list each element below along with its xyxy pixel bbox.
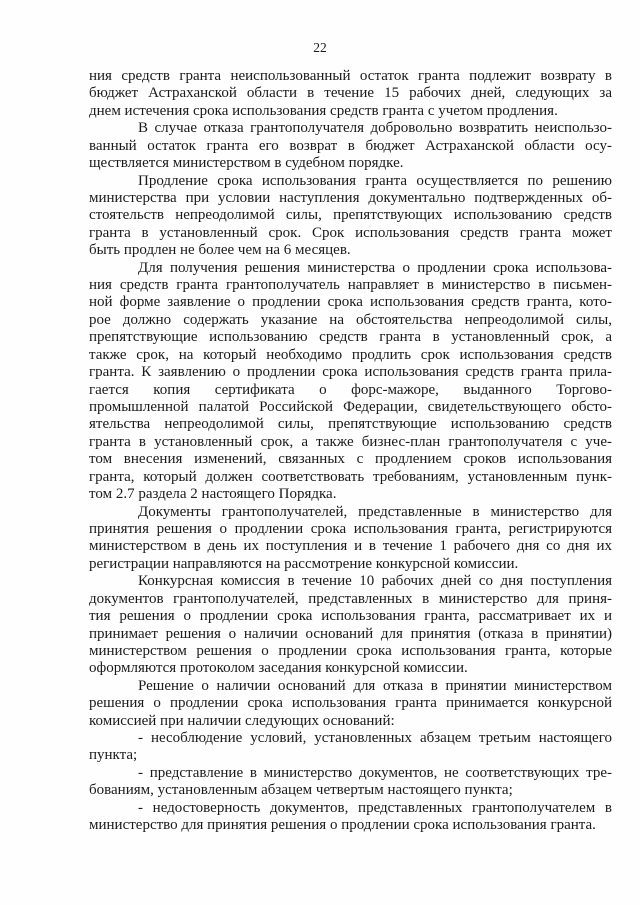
text-line: - недостоверность документов, представленных грантополучателем в bbox=[138, 799, 612, 816]
text-line: ществляется министерством в судебном порядке. bbox=[89, 155, 404, 172]
text-line: принятия решения о продлении срока использования гранта, регистрируются bbox=[89, 520, 612, 537]
text-line: пункта; bbox=[89, 747, 138, 764]
text-line: документов грантополучателей, представленных в министерство для приня- bbox=[89, 590, 612, 607]
text-line: министерство для принятия решения о продлении срока использования гранта. bbox=[89, 817, 596, 834]
text-line: том 2.7 раздела 2 настоящего Порядка. bbox=[89, 486, 337, 503]
body-text bbox=[89, 68, 612, 835]
text-line: ния средств гранта грантополучатель направляет в министерство в письмен- bbox=[89, 277, 612, 294]
text-line: - представление в министерство документов, не соответствующих тре- bbox=[138, 764, 612, 781]
text-line: гранта в установленный срок, а также бизнес-план грантополучателя с уче- bbox=[89, 433, 612, 450]
text-line: решения о продлении срока использования гранта принимается конкурсной bbox=[89, 695, 612, 712]
text-line: министерством решения о продлении срока использования гранта, которые bbox=[89, 642, 612, 659]
text-line: рое должно содержать указание на обстоятельства непреодолимой силы, bbox=[89, 311, 612, 328]
text-line: Решение о наличии оснований для отказа в принятии министерством bbox=[138, 677, 612, 694]
text-line: ной форме заявление о продлении срока использования средств гранта, кото- bbox=[89, 294, 612, 311]
text-line: промышленной палатой Российской Федерации, свидетельствующего обсто- bbox=[89, 399, 612, 416]
text-line: Конкурсная комиссия в течение 10 рабочих дней со дня поступления bbox=[138, 573, 612, 590]
text-line: Документы грантополучателей, представленные в министерство для bbox=[138, 503, 612, 520]
text-line: тия решения о продлении срока использования гранта, рассматривает их и bbox=[89, 608, 612, 625]
text-line: - несоблюдение условий, установленных абзацем третьим настоящего bbox=[138, 730, 612, 747]
text-line: В случае отказа грантополучателя добровольно возвратить неиспользо- bbox=[138, 120, 612, 137]
text-line: днем истечения срока использования средств гранта с учетом продления. bbox=[89, 102, 558, 119]
text-line: гранта, который должен соответствовать требованиям, установленным пунк- bbox=[89, 468, 612, 485]
text-line: регистрации направляются на рассмотрение конкурсной комиссии. bbox=[89, 555, 519, 572]
text-line: принимает решения о наличии оснований для принятия (отказа в принятии) bbox=[89, 625, 612, 642]
text-line: Продление срока использования гранта осуществляется по решению bbox=[138, 172, 612, 189]
text-line: бюджет Астраханской области в течение 15 рабочих дней, следующих за bbox=[89, 85, 612, 102]
text-line: ванный остаток гранта его возврат в бюджет Астраханской области осу- bbox=[89, 137, 612, 154]
text-line: министерства при условии наступления документально подтвержденных об- bbox=[89, 189, 612, 206]
text-line: также срок, на который необходимо продлить срок использования средств bbox=[89, 346, 612, 363]
text-line: быть продлен не более чем на 6 месяцев. bbox=[89, 242, 351, 259]
text-line: препятствующие использованию средств гранта в установленный срок, а bbox=[89, 329, 612, 346]
text-line: стоятельств непреодолимой силы, препятствующих использованию средств bbox=[89, 207, 612, 224]
text-line: гранта в установленный срок. Срок использования средств гранта может bbox=[89, 224, 612, 241]
text-line: оформляются протоколом заседания конкурсной комиссии. bbox=[89, 660, 468, 677]
text-line: ятельства непреодолимой силы, препятствующие использованию средств bbox=[89, 416, 612, 433]
text-line: гается копия сертификата о форс-мажоре, выданного Торгово- bbox=[89, 381, 612, 398]
text-line: Для получения решения министерства о продлении срока использова- bbox=[138, 259, 612, 276]
page-number: 22 bbox=[313, 40, 327, 55]
text-line: комиссией при наличии следующих оснований: bbox=[89, 712, 395, 729]
text-line: бованиям, установленным абзацем четвертым настоящего пункта; bbox=[89, 782, 513, 799]
text-line: гранта. К заявлению о продлении срока использования средств гранта прила- bbox=[89, 364, 612, 381]
text-line: том внесения изменений, связанных с продлением сроков использования bbox=[89, 451, 612, 468]
text-line: министерством в день их поступления и в течение 1 рабочего дня со дня их bbox=[89, 538, 612, 555]
text-line: ния средств гранта неиспользованный остаток гранта подлежит возврату в bbox=[89, 68, 612, 84]
